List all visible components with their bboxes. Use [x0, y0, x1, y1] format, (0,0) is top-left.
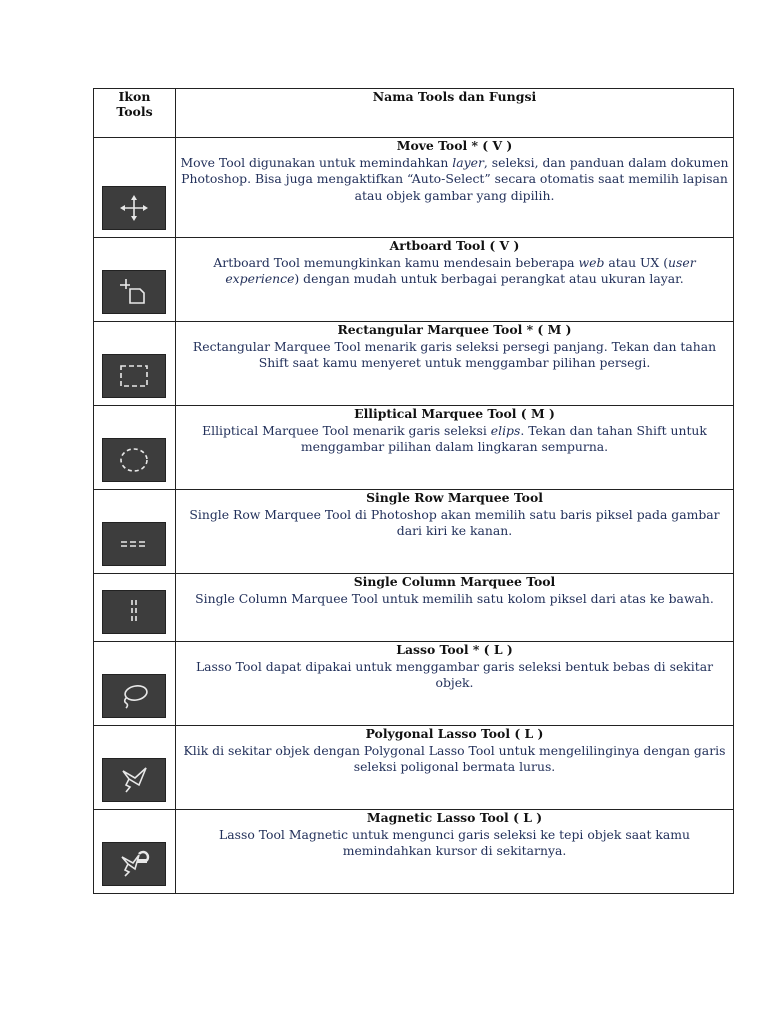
table-row [94, 406, 734, 490]
desc-text: Lasso Tool Magnetic untuk mengunci garis seleksi ke tepi objek saat kamu memindahkan kursor di sekitarnya. [218, 826, 691, 858]
header-icon-column [94, 89, 176, 138]
tool-description [176, 743, 733, 776]
description-cell [176, 406, 734, 490]
tool-description [176, 827, 733, 860]
tool-name: Artboard Tool ( V ) [389, 238, 520, 253]
table-row [94, 238, 734, 322]
rectangular-marquee-icon [102, 354, 166, 398]
icon-cell [94, 642, 176, 726]
tool-name: Rectangular Marquee Tool * ( M ) [337, 322, 572, 337]
tool-name: Single Row Marquee Tool [366, 490, 543, 505]
desc-italic: user experience [225, 254, 696, 286]
desc-text: Single Column Marquee Tool untuk memilih satu kolom piksel dari atas ke bawah. [195, 590, 714, 606]
tool-name: Elliptical Marquee Tool ( M ) [354, 406, 555, 421]
tool-description [176, 255, 733, 288]
description-cell [176, 810, 734, 894]
single-column-marquee-icon [102, 590, 166, 634]
desc-text: Artboard Tool memungkinkan kamu mendesain beberapa [213, 254, 579, 270]
desc-text: . Tekan dan tahan Shift untuk menggambar pilihan dalam lingkaran sempurna. [300, 422, 707, 454]
tool-name: Magnetic Lasso Tool ( L ) [366, 810, 543, 825]
tool-description [176, 507, 733, 540]
tool-name: Single Column Marquee Tool [353, 574, 556, 589]
move-icon [102, 186, 166, 230]
icon-cell [94, 138, 176, 238]
tool-description [176, 659, 733, 692]
single-row-marquee-icon [102, 522, 166, 566]
elliptical-marquee-icon [102, 438, 166, 482]
table-row [94, 322, 734, 406]
tools-table [93, 88, 734, 894]
polygonal-lasso-icon [102, 758, 166, 802]
table-header-row [94, 89, 734, 138]
description-cell [176, 726, 734, 810]
description-cell [176, 574, 734, 642]
table-row [94, 642, 734, 726]
header-icon-label: Ikon Tools [116, 89, 153, 119]
desc-text: Single Row Marquee Tool di Photoshop akan memilih satu baris piksel pada gambar dari kiri ke kanan. [189, 506, 720, 538]
icon-cell [94, 406, 176, 490]
icon-cell [94, 322, 176, 406]
tool-description [176, 155, 733, 205]
magnetic-lasso-icon [102, 842, 166, 886]
tool-name: Polygonal Lasso Tool ( L ) [365, 726, 544, 741]
icon-cell [94, 238, 176, 322]
desc-text: ) dengan mudah untuk berbagai perangkat atau ukuran layar. [294, 271, 684, 286]
desc-text: Klik di sekitar objek dengan Polygonal Lasso Tool untuk mengelilinginya dengan garis seleksi poligonal bermata lurus. [183, 742, 726, 774]
tool-description [176, 423, 733, 456]
table-row [94, 574, 734, 642]
header-name-label: Nama Tools dan Fungsi [372, 89, 537, 104]
table-row [94, 810, 734, 894]
table-row [94, 490, 734, 574]
description-cell [176, 238, 734, 322]
desc-italic: layer [452, 154, 484, 170]
tool-description [176, 591, 733, 608]
table-row [94, 138, 734, 238]
artboard-icon [102, 270, 166, 314]
tool-description [176, 339, 733, 372]
desc-text: Lasso Tool dapat dipakai untuk menggambar garis seleksi bentuk bebas di sekitar objek. [195, 658, 714, 690]
tool-name: Move Tool * ( V ) [396, 138, 513, 153]
table-row [94, 726, 734, 810]
description-cell [176, 642, 734, 726]
desc-text: Elliptical Marquee Tool menarik garis seleksi [202, 422, 491, 438]
desc-text: , seleksi, dan panduan dalam dokumen Photoshop. Bisa juga mengaktifkan “Auto-Select” secara otomatis saat memilih lapisan atau objek gambar yang dipilih. [181, 154, 729, 203]
desc-text: atau UX ( [604, 254, 669, 270]
description-cell [176, 138, 734, 238]
description-cell [176, 490, 734, 574]
desc-italic: elips [490, 422, 521, 438]
icon-cell [94, 490, 176, 574]
desc-italic: web [578, 254, 605, 270]
description-cell [176, 322, 734, 406]
lasso-icon [102, 674, 166, 718]
tool-name: Lasso Tool * ( L ) [396, 642, 513, 657]
icon-cell [94, 574, 176, 642]
desc-text: Rectangular Marquee Tool menarik garis seleksi persegi panjang. Tekan dan tahan Shift saat kamu menyeret untuk menggambar pilihan persegi. [192, 338, 717, 370]
icon-cell [94, 726, 176, 810]
icon-cell [94, 810, 176, 894]
header-name-column [176, 89, 734, 138]
desc-text: Move Tool digunakan untuk memindahkan [180, 154, 453, 170]
